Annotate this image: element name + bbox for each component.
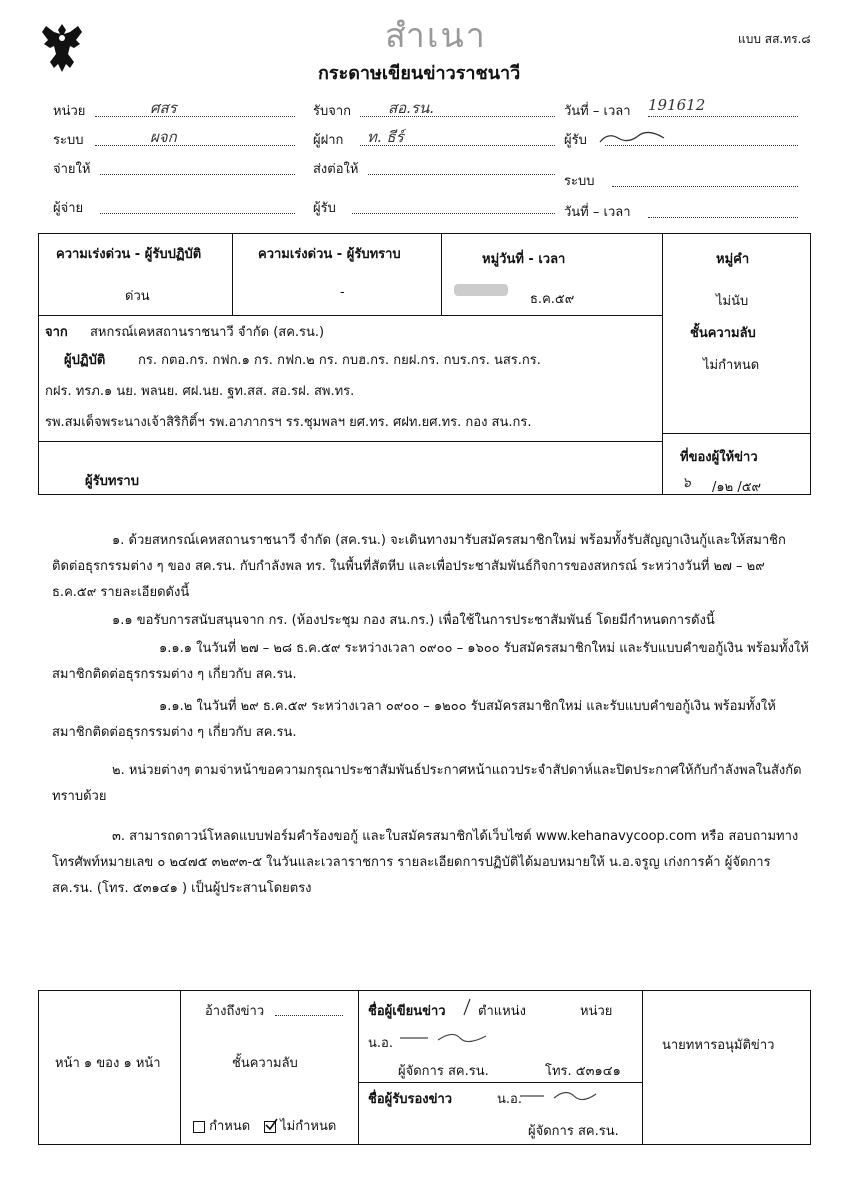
message-body [52,528,812,902]
writer-rank: น.อ. [368,1036,393,1051]
action-label: ผู้ปฏิบัติ [64,353,106,368]
paragraph-1: ๑. ด้วยสหกรณ์เคหสถานราชนาวี จำกัด (สค.รน.) จะเดินทางมารับสมัครสมาชิกใหม่ พร้อมทั้งรับสัญญาเงินกู้และให้สมาชิกติดต่อธุรกรรมต่าง ๆ ของ สค.รน. กับกำลังพล ทร. ในพื้นที่สัตหีบ และเพื่อประชาสัมพันธ์กิจการของสหกรณ์ ระหว่างวันที่ ๒๗ – ๒๙ ธ.ค.๕๙ รายละเอียดดังนี้ [52,533,786,600]
paragraph-1-1-2: ๑.๑.๒ ในวันที่ ๒๙ ธ.ค.๕๙ ระหว่างเวลา ๐๙๐๐ – ๑๒๐๐ รับสมัครสมาชิกใหม่ และรับแบบคำขอกู้เงิน พร้อมทั้งให้สมาชิกติดต่อธุรกรรมต่าง ๆ เกี่ยวกับ สค.รน. [52,699,776,740]
dtg-value: ธ.ค.๕๙ [530,292,575,307]
action-line-2: กฝร. ทรภ.๑ นย. พลนย. ศฝ.นย. ฐท.สส. สอ.รฝ. สพ.ทร. [45,384,355,399]
opt-notset-label: ไม่กำหนด [280,1119,337,1134]
classification-header: ชั้นความลับ [690,326,756,341]
writer-slash [462,997,472,1017]
opt-set-label: กำหนด [209,1119,251,1134]
ref-msg-label: อ้างถึงข่าว [205,1004,265,1019]
footer-classification-label: ชั้นความลับ [232,1056,298,1071]
deposited-by-value: ท. ธีร์ [367,128,404,146]
dtg-stamp-smudge [452,280,510,300]
footer-unit-label: หน่วย [580,1004,613,1019]
action-line-1: กร. กตอ.กร. กฟก.๑ กร. กฟก.๒ กร. กบฮ.กร. กยฝ.กร. กบร.กร. นสร.กร. [138,353,541,368]
certifier-rank: น.อ. [497,1092,522,1107]
ref-handwritten-mark: ๖ [682,475,691,491]
from-value: สหกรณ์เคหสถานราชนาวี จำกัด (สค.รน.) [90,325,325,340]
certifier-position: ผู้จัดการ สค.รน. [528,1124,619,1139]
form-title: กระดาษเขียนข่าวราชนาวี [318,63,521,84]
urgency-info-header: ความเร่งด่วน - ผู้รับทราบ [258,247,401,262]
datetime-label: วันที่ – เวลา [564,104,631,119]
paragraph-3: ๓. สามารถดาวน์โหลดแบบฟอร์มคำร้องขอกู้ และใบสมัครสมาชิกได้เว็บไซต์ www.kehanavycoop.com หรือ สอบถามทางโทรศัพท์หมายเลข ๐ ๒๔๗๕ ๓๒๙๓-๕ ในวันและเวลาราชการ รายละเอียดการปฏิบัติได้มอบหมายให้ น.อ.จรูญ เก่งการค้า ผู้จัดการ สค.รน. (โทร. ๕๓๑๔๑ ) เป็นผู้ประสานโดยตรง [52,829,799,896]
copy-stamp: สำเนา [385,16,487,56]
urgency-action-value: ด่วน [125,289,150,304]
garuda-emblem [40,22,84,74]
system2-label: ระบบ [564,174,595,189]
receiver-signature [598,130,668,146]
urgency-action-header: ความเร่งด่วน - ผู้รับปฏิบัติ [56,247,202,262]
checkbox-notset[interactable] [264,1121,276,1133]
form-code: แบบ สส.ทร.๘ [738,32,811,46]
dispatch-to-label: จ่ายให้ [53,162,91,177]
paragraph-2: ๒. หน่วยต่างๆ ตามจ่าหน้าขอความกรุณาประชาสัมพันธ์ประกาศหน้าแถวประจำสัปดาห์และปิดประกาศให้กับกำลังพลในสังกัดทราบด้วย [52,763,802,804]
receiver-label-2: ผู้รับ [313,201,336,216]
writer-phone: โทร. ๕๓๑๔๑ [545,1064,621,1079]
ref-value: /๑๒ /๕๙ [712,480,762,495]
paragraph-1-1-1: ๑.๑.๑ ในวันที่ ๒๗ – ๒๘ ธ.ค.๕๙ ระหว่างเวลา ๐๙๐๐ – ๑๖๐๐ รับสมัครสมาชิกใหม่ และรับแบบคำขอกู้เงิน พร้อมทั้งให้สมาชิกติดต่อธุรกรรมต่าง ๆ เกี่ยวกับ สค.รน. [52,641,809,682]
dispatcher-label: ผู้จ่าย [53,201,84,216]
page-indicator: หน้า ๑ ของ ๑ หน้า [55,1056,161,1071]
received-from-value: สอ.รน. [388,99,435,117]
writer-signature [398,1028,488,1046]
datetime-value: 191612 [648,96,706,114]
unit-label: หน่วย [53,104,86,119]
action-line-3: รพ.สมเด็จพระนางเจ้าสิริกิติ์ฯ รพ.อาภากรฯ รร.ชุมพลฯ ยศ.ทร. ศฝท.ยศ.ทร. กอง สน.กร. [45,415,532,430]
opt-notset[interactable] [264,1115,336,1136]
group-header: หมู่คำ [716,252,750,267]
dtg-header: หมู่วันที่ - เวลา [482,252,566,267]
checkbox-set[interactable] [193,1121,205,1133]
paragraph-1-1: ๑.๑ ขอรับการสนับสนุนจาก กร. (ห้องประชุม กอง สน.กร.) เพื่อใช้ในการประชาสัมพันธ์ โดยมีกำหนดการดังนี้ [112,613,715,628]
datetime2-label: วันที่ – เวลา [564,205,631,220]
system-value: ผจก [150,128,177,146]
deposited-by-label: ผู้ฝาก [313,133,344,148]
urgency-info-value: - [340,285,345,300]
unit-value: ศสร [150,99,177,117]
group-value: ไม่นับ [716,294,749,309]
certifier-label: ชื่อผู้รับรองข่าว [368,1092,453,1107]
approver-label: นายทหารอนุมัติข่าว [662,1038,775,1053]
position-label: ตำแหน่ง [478,1004,526,1019]
forward-to-label: ส่งต่อให้ [313,162,359,177]
info-label: ผู้รับทราบ [85,474,139,489]
ref-header: ที่ของผู้ให้ข่าว [680,450,758,465]
writer-position: ผู้จัดการ สค.รน. [398,1064,489,1079]
classification-value: ไม่กำหนด [703,358,760,373]
receiver-label: ผู้รับ [564,133,587,148]
certifier-signature [518,1086,598,1104]
opt-set[interactable] [193,1115,250,1136]
from-label: จาก [45,325,68,340]
received-from-label: รับจาก [313,104,352,119]
writer-label: ชื่อผู้เขียนข่าว [368,1004,446,1019]
system-label: ระบบ [53,133,84,148]
